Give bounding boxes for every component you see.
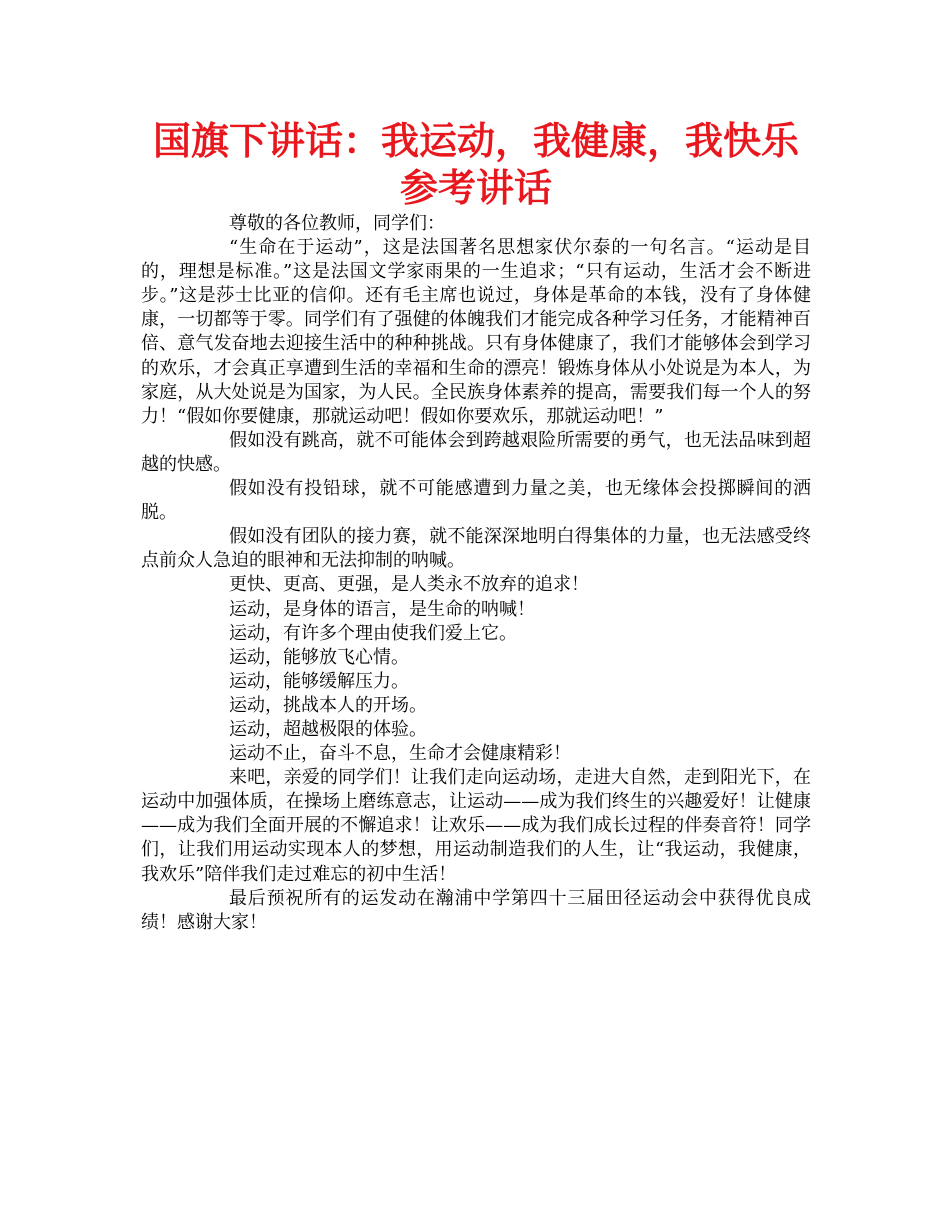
paragraph: 来吧，亲爱的同学们！让我们走向运动场，走进大自然，走到阳光下，在运动中加强体质，在操场上磨练意志，让运动——成为我们终生的兴趣爱好！让健康——成为我们全面开展的不懈追求！让欢乐——成为我们成长过程的伴奏音符！同学们，让我们用运动实现本人的梦想，用运动制造我们的人生，让“我运动，我健康，我欢乐”陪伴我们走过难忘的初中生活！ (141, 767, 811, 885)
paragraph: 运动，挑战本人的开场。 (229, 694, 427, 716)
paragraph: 假如没有投铅球，就不可能感遭到力量之美，也无缘体会投掷瞬间的洒脱。 (141, 478, 811, 524)
document-page (141, 118, 811, 935)
document-title: 国旗下讲话：我运动，我健康，我快乐参考讲话 (152, 119, 799, 210)
paragraph: 运动，超越极限的体验。 (229, 718, 427, 740)
paragraph: 运动，是身体的语言，是生命的呐喊！ (229, 598, 535, 620)
paragraph: 运动不止，奋斗不息，生命才会健康精彩！ (229, 743, 571, 765)
paragraph-greeting: 尊敬的各位教师，同学们： (229, 213, 445, 234)
paragraph: 运动，能够放飞心情。 (229, 646, 409, 668)
paragraph: 运动，能够缓解压力。 (229, 670, 409, 692)
paragraph: 假如没有团队的接力赛，就不能深深地明白得集体的力量，也无法感受终点前众人急迫的眼神和无法抑制的呐喊。 (141, 526, 811, 572)
paragraph: 更快、更高、更强，是人类永不放弃的追求！ (229, 574, 589, 596)
paragraph: 运动，有许多个理由使我们爱上它。 (229, 622, 517, 644)
document-body (141, 212, 811, 935)
paragraph-closing: 最后预祝所有的运发动在瀚浦中学第四十三届田径运动会中获得优良成绩！感谢大家！ (141, 887, 811, 933)
paragraph: “生命在于运动”，这是法国著名思想家伏尔泰的一句名言。“运动是目的，理想是标准。”这是法国文学家雨果的一生追求；“只有运动，生活才会不断进步。”这是莎士比亚的信仰。还有毛主席也说过，身体是革命的本钱，没有了身体健康，一切都等于零。同学们有了强健的体魄我们才能完成各种学习任务，才能精神百倍、意气发奋地去迎接生活中的种种挑战。只有身体健康了，我们才能够体会到学习的欢乐，才会真正享遭到生活的幸福和生命的漂亮！锻炼身体从小处说是为本人，为家庭，从大处说是为国家，为人民。全民族身体素养的提高，需要我们每一个人的努力！“假如你要健康，那就运动吧！假如你要欢乐，那就运动吧！” (141, 237, 811, 427)
paragraph: 假如没有跳高，就不可能体会到跨越艰险所需要的勇气，也无法品味到超越的快感。 (141, 429, 811, 475)
